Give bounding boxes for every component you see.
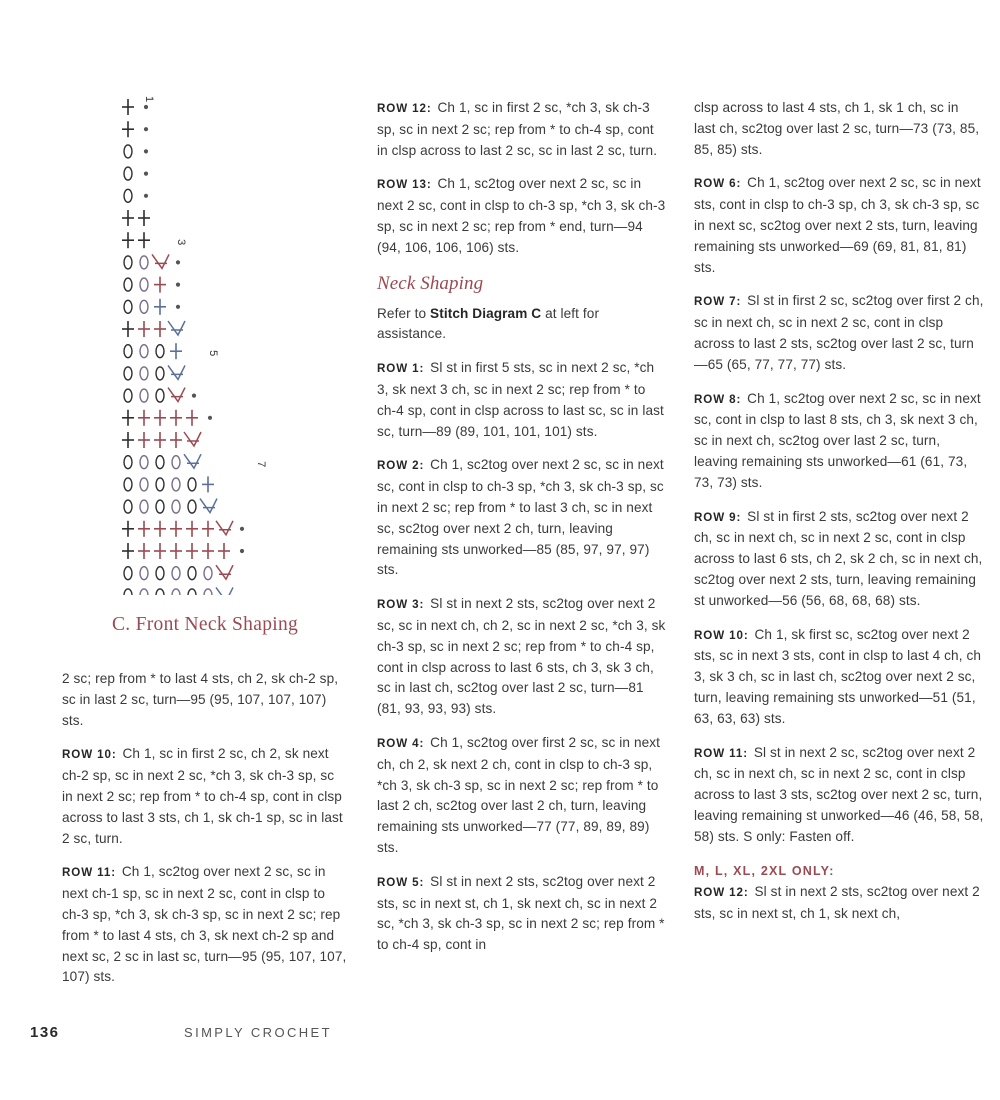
- chain-symbol: [124, 189, 132, 202]
- row-label: ROW 13:: [377, 178, 432, 192]
- chain-symbol: [124, 167, 132, 180]
- chain-symbol: [156, 567, 164, 580]
- slip-stitch-symbol: [144, 127, 148, 131]
- decrease-symbol: [200, 499, 217, 513]
- single-crochet-symbol: [122, 321, 134, 337]
- text-column-3: [694, 98, 984, 938]
- single-crochet-symbol: [154, 299, 166, 315]
- paragraph: 2 sc; rep from * to last 4 sts, ch 2, sk ch-2 sp, sc in last 2 sc, turn—95 (95, 107, 107, 107) sts.: [62, 671, 339, 728]
- row-label: ROW 10:: [694, 628, 749, 642]
- row-instruction: ROW 2: Ch 1, sc2tog over next 2 sc, sc in next sc, cont in clsp to ch-3 sp, *ch 3, sk ch-3 sp, sc in next 2 sc; rep from * to last 3 ch, sc in next sc, sc2tog over next 2 ch, turn, leaving remaining sts unworked—85 (85, 97, 97, 97) sts.: [377, 457, 664, 578]
- page-number: 136: [30, 1024, 60, 1041]
- chain-symbol: [124, 456, 132, 469]
- decrease-symbol: [216, 587, 233, 595]
- row-instruction: ROW 10: Ch 1, sk first sc, sc2tog over next 2 sts, sc in next 3 sts, cont in clsp to last 4 ch, ch 3, sk 3 ch, sc in last ch, sc2tog over next 2 sc, turn, leaving remaining sts unworked—51 (51, 63, 63, 63) sts.: [694, 626, 982, 726]
- single-crochet-symbol: [138, 410, 150, 426]
- single-crochet-symbol: [170, 410, 182, 426]
- chain-symbol: [172, 589, 180, 595]
- chain-symbol: [140, 278, 148, 291]
- chain-symbol: [156, 500, 164, 513]
- slip-stitch-symbol: [176, 260, 180, 264]
- slip-stitch-symbol: [144, 149, 148, 153]
- chain-symbol: [124, 389, 132, 402]
- chain-symbol: [156, 456, 164, 469]
- size-subheading: M, L, XL, 2XL ONLY:: [694, 863, 835, 878]
- single-crochet-symbol: [122, 432, 134, 448]
- stitch-diagram-c: [118, 95, 298, 595]
- slip-stitch-symbol: [240, 549, 244, 553]
- chain-symbol: [188, 500, 196, 513]
- chain-symbol: [124, 345, 132, 358]
- single-crochet-symbol: [154, 521, 166, 537]
- row-instruction: ROW 11: Sl st in next 2 sc, sc2tog over next 2 ch, sc in next ch, sc in next 2 sc, cont in clsp across to last 3 sts, sc2tog over next 2 sc, turn, leaving remaining st unworked—46 (46, 58, 58, 58) sts. S only: Fasten off.: [694, 744, 984, 844]
- chain-symbol: [156, 345, 164, 358]
- diagram-caption: C. Front Neck Shaping: [111, 614, 299, 635]
- single-crochet-symbol: [202, 521, 214, 537]
- single-crochet-symbol: [138, 210, 150, 226]
- chain-symbol: [172, 500, 180, 513]
- single-crochet-symbol: [202, 543, 214, 559]
- chain-symbol: [124, 256, 132, 269]
- row-number-label: 7: [255, 461, 267, 468]
- chain-symbol: [124, 500, 132, 513]
- row-label: ROW 1:: [377, 362, 425, 376]
- slip-stitch-symbol: [144, 172, 148, 176]
- row-instruction: ROW 12: Sl st in next 2 sts, sc2tog over next 2 sts, sc in next st, ch 1, sk next ch,: [694, 884, 980, 922]
- row-label: ROW 6:: [694, 177, 742, 191]
- row-number-label: 3: [175, 239, 187, 246]
- chain-symbol: [188, 478, 196, 491]
- running-footer-title: SIMPLY CROCHET: [184, 1025, 332, 1040]
- single-crochet-symbol: [138, 232, 150, 248]
- row-instruction: ROW 10: Ch 1, sc in first 2 sc, ch 2, sk next ch-2 sp, sc in next 2 sc, *ch 3, sk ch-3 sp, sc in next 2 sc; rep from * to ch-4 sp, cont in clsp across to last 3 sts, ch 1, sk ch-1 sp, sc in last 2 sc, turn.: [62, 746, 343, 846]
- chain-symbol: [172, 567, 180, 580]
- row-label: ROW 12:: [377, 102, 432, 115]
- row-label: ROW 7:: [694, 295, 742, 309]
- row-instruction: ROW 1: Sl st in first 5 sts, sc in next 2 sc, *ch 3, sk next 3 ch, sc in next 2 sc; rep from * to ch-4 sp, cont in clsp across to last sc, sc in last sc, turn—89 (89, 101, 101, 101) sts.: [377, 360, 664, 439]
- slip-stitch-symbol: [176, 283, 180, 287]
- slip-stitch-symbol: [208, 416, 212, 420]
- chain-symbol: [204, 567, 212, 580]
- single-crochet-symbol: [138, 521, 150, 537]
- slip-stitch-symbol: [192, 394, 196, 398]
- row-instruction: ROW 13: Ch 1, sc2tog over next 2 sc, sc in next 2 sc, cont in clsp to ch-3 sp, *ch 3, sk ch-3 sp, sc in next 2 sc; rep from * end, turn—94 (94, 106, 106, 106) sts.: [377, 176, 666, 255]
- single-crochet-symbol: [138, 432, 150, 448]
- decrease-symbol: [184, 432, 201, 446]
- single-crochet-symbol: [154, 543, 166, 559]
- chain-symbol: [124, 145, 132, 158]
- row-label: ROW 4:: [377, 736, 425, 750]
- row-label: ROW 12:: [694, 886, 749, 900]
- single-crochet-symbol: [154, 410, 166, 426]
- row-instruction: ROW 11: Ch 1, sc2tog over next 2 sc, sc in next ch-1 sp, sc in next 2 sc, cont in clsp to ch-3 sp, *ch 3, sk ch-3 sp, sc in next 2 sc; rep from * to last 4 sts, ch 3, sk next ch-2 sp and next sc, 2 sc in last sc, turn—95 (95, 107, 107, 107) sts.: [62, 864, 347, 985]
- text-column-2: [377, 98, 667, 969]
- diagram-reference: Stitch Diagram C: [430, 305, 542, 321]
- row-label: ROW 3:: [377, 598, 425, 612]
- single-crochet-symbol: [170, 343, 182, 359]
- decrease-symbol: [168, 321, 185, 335]
- slip-stitch-symbol: [176, 305, 180, 309]
- single-crochet-symbol: [122, 210, 134, 226]
- decrease-symbol: [152, 254, 169, 268]
- chain-symbol: [124, 278, 132, 291]
- chain-symbol: [124, 589, 132, 595]
- chain-symbol: [140, 300, 148, 313]
- row-instruction: ROW 7: Sl st in first 2 sc, sc2tog over first 2 ch, sc in next ch, sc in next 2 sc, cont in clsp across to last 2 sts, sc2tog over last 2 sc, turn—65 (65, 77, 77, 77) sts.: [694, 293, 984, 372]
- row-label: ROW 9:: [694, 510, 742, 524]
- decrease-symbol: [168, 388, 185, 402]
- decrease-symbol: [168, 365, 185, 379]
- row-instruction: ROW 9: Sl st in first 2 sts, sc2tog over next 2 ch, sc in next ch, sc in next 2 sc, cont in clsp across to last 6 sts, ch 2, sk 2 ch, sc in next ch, sc2tog over next 2 sts, turn, leaving remaining st unworked—56 (56, 68, 68, 68) sts.: [694, 508, 983, 608]
- single-crochet-symbol: [122, 543, 134, 559]
- single-crochet-symbol: [186, 521, 198, 537]
- single-crochet-symbol: [154, 277, 166, 293]
- row-instruction: ROW 4: Ch 1, sc2tog over first 2 sc, sc in next ch, ch 2, sk next 2 ch, cont in clsp to ch-3 sp, *ch 3, sk ch-3 sp, sc in next 2 sc; rep from * to last 2 ch, sc2tog over last 2 ch, turn, leaving remaining sts unworked—77 (77, 89, 89, 89) sts.: [377, 734, 661, 855]
- row-label: ROW 11:: [62, 866, 116, 880]
- chain-symbol: [140, 500, 148, 513]
- refer-note: Refer to Stitch Diagram C at left for assistance.: [377, 305, 600, 342]
- single-crochet-symbol: [186, 543, 198, 559]
- row-instruction: ROW 12: Ch 1, sc in first 2 sc, *ch 3, sk ch-3 sp, sc in next 2 sc; rep from * to ch-4 sp, cont in clsp across to last 2 sc, sc in last 2 sc, turn.: [377, 100, 658, 158]
- row-instruction: ROW 8: Ch 1, sc2tog over next 2 sc, sc in next sc, cont in clsp to last 8 sts, ch 3, sk next 3 ch, sc in next ch, sc2tog over last 2 sc, turn, leaving remaining sts unworked—61 (61, 73, 73, 73) sts.: [694, 390, 981, 490]
- single-crochet-symbol: [154, 432, 166, 448]
- chain-symbol: [124, 300, 132, 313]
- single-crochet-symbol: [138, 321, 150, 337]
- chain-symbol: [156, 478, 164, 491]
- single-crochet-symbol: [186, 410, 198, 426]
- slip-stitch-symbol: [144, 105, 148, 109]
- chain-symbol: [124, 478, 132, 491]
- row-label: ROW 11:: [694, 746, 748, 760]
- single-crochet-symbol: [154, 321, 166, 337]
- chain-symbol: [204, 589, 212, 595]
- chain-symbol: [188, 589, 196, 595]
- chain-symbol: [140, 589, 148, 595]
- slip-stitch-symbol: [240, 527, 244, 531]
- chain-symbol: [140, 478, 148, 491]
- row-number-label: 5: [207, 350, 219, 357]
- single-crochet-symbol: [170, 543, 182, 559]
- single-crochet-symbol: [122, 521, 134, 537]
- row-label: ROW 10:: [62, 748, 117, 762]
- single-crochet-symbol: [202, 476, 214, 492]
- decrease-symbol: [216, 521, 233, 535]
- single-crochet-symbol: [218, 543, 230, 559]
- chain-symbol: [140, 256, 148, 269]
- single-crochet-symbol: [122, 121, 134, 137]
- row-label: ROW 5:: [377, 875, 425, 889]
- chain-symbol: [156, 367, 164, 380]
- text-column-1: [62, 669, 348, 1001]
- chain-symbol: [172, 456, 180, 469]
- row-instruction: ROW 3: Sl st in next 2 sts, sc2tog over next 2 sc, sc in next ch, ch 2, sc in next 2 sc, *ch 3, sk ch-3 sp, sc in next 2 sc; rep from * to ch-4 sp, cont in clsp across to last 6 sts, ch 3, sk 3 ch, sc in last ch, sc2tog over last 2 sc, turn—81 (81, 93, 93, 93) sts.: [377, 596, 666, 717]
- chain-symbol: [124, 367, 132, 380]
- slip-stitch-symbol: [144, 194, 148, 198]
- single-crochet-symbol: [122, 99, 134, 115]
- decrease-symbol: [184, 454, 201, 468]
- row-label: ROW 8:: [694, 392, 742, 406]
- row-instruction: ROW 6: Ch 1, sc2tog over next 2 sc, sc in next sts, cont in clsp to ch-3 sp, ch 3, sk ch-3 sp, sc in next sc, sc2tog over next 2 sts, turn, leaving remaining sts unworked—69 (69, 81, 81, 81) sts.: [694, 175, 981, 275]
- row-label: ROW 2:: [377, 459, 425, 473]
- chain-symbol: [140, 456, 148, 469]
- single-crochet-symbol: [122, 232, 134, 248]
- chain-symbol: [156, 589, 164, 595]
- chain-symbol: [140, 567, 148, 580]
- single-crochet-symbol: [138, 543, 150, 559]
- chain-symbol: [188, 567, 196, 580]
- section-title: Neck Shaping: [377, 272, 484, 294]
- chain-symbol: [140, 367, 148, 380]
- row-number-label: 1: [143, 95, 155, 103]
- chain-symbol: [156, 389, 164, 402]
- paragraph: clsp across to last 4 sts, ch 1, sk 1 ch, sc in last ch, sc2tog over last 2 sc, turn—73 (73, 85, 85, 85) sts.: [694, 100, 980, 157]
- chain-symbol: [140, 389, 148, 402]
- decrease-symbol: [216, 565, 233, 579]
- chain-symbol: [140, 345, 148, 358]
- chain-symbol: [124, 567, 132, 580]
- chain-symbol: [172, 478, 180, 491]
- single-crochet-symbol: [122, 410, 134, 426]
- row-instruction: ROW 5: Sl st in next 2 sts, sc2tog over next 2 sts, sc in next st, ch 1, sk next ch, sc in next 2 sc, *ch 3, sk ch-3 sp, sc in next 2 sc; rep from * to ch-4 sp, cont in: [377, 873, 665, 953]
- single-crochet-symbol: [170, 521, 182, 537]
- single-crochet-symbol: [170, 432, 182, 448]
